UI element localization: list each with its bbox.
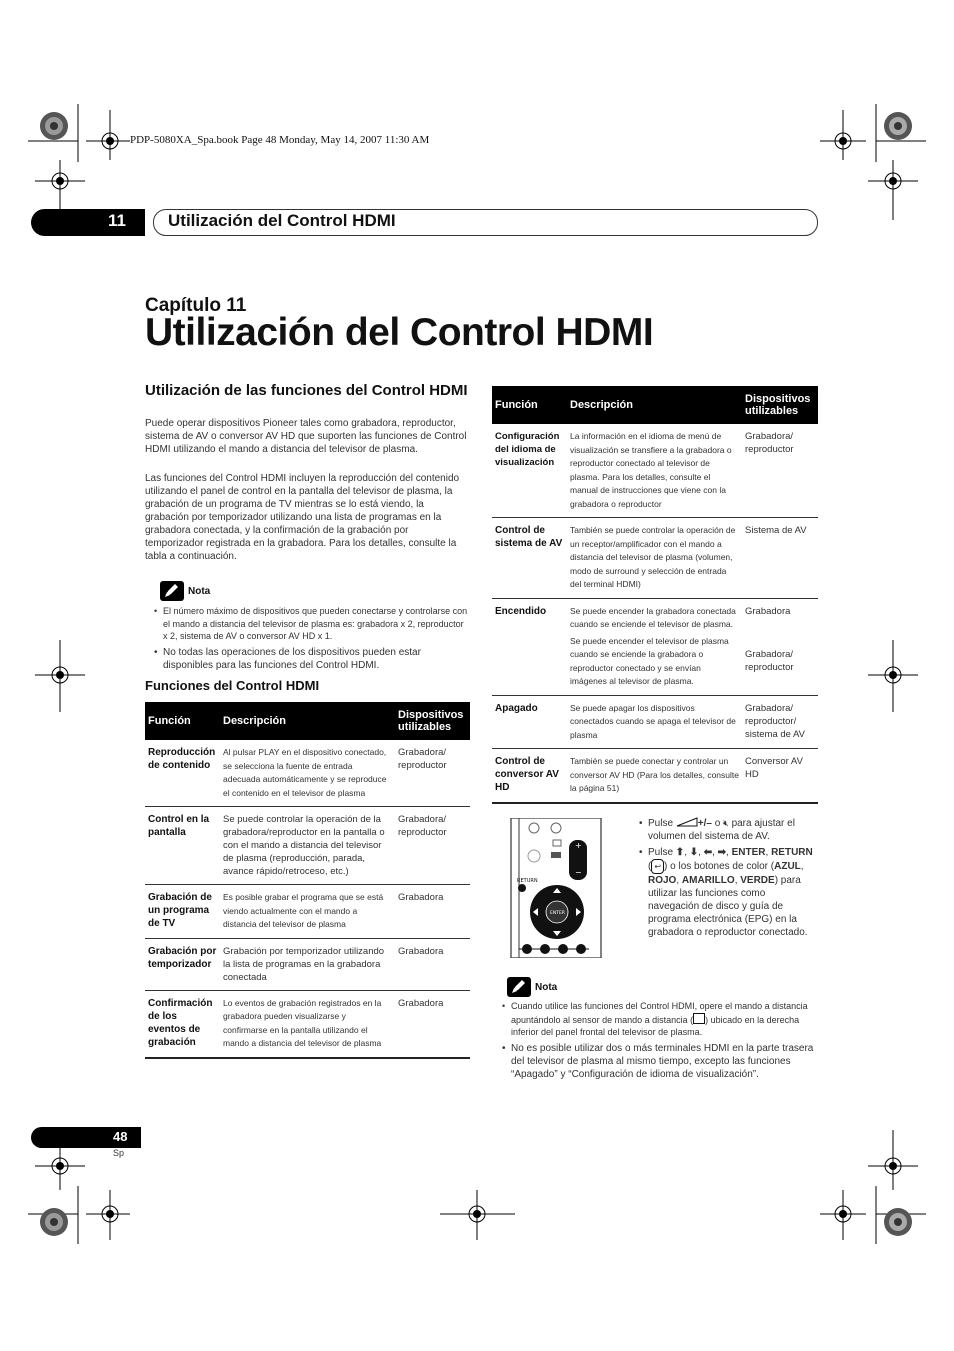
table-row: Control en la pantalla Se puede controlar la operación de la grabadora/reproductor en la pantalla o con el mando a distancia del televisor de plasma (reproducción, parada, avance rápido/retroceso, etc.) Grabadora/ reproductor xyxy=(145,807,470,885)
table-row: Configuración del idioma de visualización La información en el idioma de menú de visualización se transfiere a la grabadora o reproductor conectado al televisor de plasma. Para los detalles, consulte el manual de instrucciones que viene con la grabadora o reproductor Grabadora/ reproductor xyxy=(492,424,818,518)
note-icon xyxy=(160,581,184,601)
table-row: Confirmación de los eventos de grabación Lo eventos de grabación registrados en la grabadora pueden visualizarse y confirmarse en la pantalla utilizando el mando a distancia del televisor de plasma Grabadora xyxy=(145,990,470,1058)
remote-bullet-volume: • Pulse +/– o 🔇︎ para ajustar el volumen del sistema de AV. xyxy=(639,818,795,842)
remote-enter-label: ENTER xyxy=(550,911,565,916)
page-title: Utilización del Control HDMI xyxy=(145,311,654,354)
table-row: Reproducción de contenido Al pulsar PLAY en el dispositivo conectado, se selecciona la fuente de entrada adecuada automáticamente y se reproduce el contenido en el televisor de plasma Grabadora/ reproductor xyxy=(145,740,470,807)
mute-icon: 🔇︎ xyxy=(723,818,729,828)
header-funcion: Función xyxy=(145,702,220,740)
page-language: Sp xyxy=(113,1148,125,1158)
volume-icon xyxy=(676,817,698,827)
remote-control-illustration xyxy=(509,818,604,958)
note-bullet: • El número máximo de dispositivos que pueden conectarse y controlarse con el mando a distancia del televisor de plasma es: grabadora x 2, reproductor x 2, sistema de AV o conversor AV HD x 1. xyxy=(154,606,468,641)
note-label: Nota xyxy=(535,982,558,993)
remote-bullet-navigation: • Pulse ⬆, ⬇, ⬅, ➡, ENTER, RETURN ( ↩ ) o los botones de color (AZUL, ROJO, AMARILLO, VERDE) para utilizar las funciones como navegación de disco y guía de programa electrónica (EPG) en la grabadora o reproductor conectado. xyxy=(639,847,813,938)
note-bullet: • No es posible utilizar dos o más terminales HDMI en la parte trasera del televisor de plasma al mismo tiempo, excepto las funciones “Apagado” y “Configuración de idioma de visualización”. xyxy=(502,1043,814,1080)
down-arrow-icon: ⬇ xyxy=(689,847,699,858)
functions-table-left xyxy=(145,702,470,1059)
header-descripcion: Descripción xyxy=(220,702,395,740)
return-icon: ↩ xyxy=(651,859,664,874)
intro-paragraph: Puede operar dispositivos Pioneer tales como grabadora, reproductor, sistema de AV o conversor AV HD que suporten las funciones de Control HDMI utilizando el mando a distancia del televisor de plasma. xyxy=(145,418,467,455)
note-icon xyxy=(507,977,531,997)
header-dispositivos: Dispositivos utilizables xyxy=(395,702,470,740)
note-label: Nota xyxy=(188,586,211,597)
svg-text:−: − xyxy=(575,868,582,877)
chapter-tab xyxy=(31,209,145,236)
header-dispositivos: Dispositivos utilizables xyxy=(742,386,818,424)
chapter-number: 11 xyxy=(108,211,126,230)
note-bullet: • Cuando utilice las funciones del Control HDMI, opere el mando a distancia apuntándolo al sensor de mando a distancia ( ) ubicado en la derecha inferior del panel frontal del televisor de plasma. xyxy=(502,1001,808,1037)
table-row: Encendido Se puede encender la grabadora conectada cuando se enciende el televisor de plasma. Se puede encender el televisor de plasma cuando se enciende la grabadora o reproductor conectado y se envían imágenes al televisor de plasma. Grabadora Grabadora/ reproductor xyxy=(492,598,818,695)
remote-sensor-icon xyxy=(693,1013,705,1024)
table-row: Grabación de un programa de TV Es posible grabar el programa que se está viendo actualmente con el mando a distancia del televisor de plasma Grabadora xyxy=(145,885,470,939)
running-title: Utilización del Control HDMI xyxy=(168,211,396,230)
section-title: Utilización de las funciones del Control HDMI xyxy=(145,382,468,399)
table-row: Control de sistema de AV También se puede controlar la operación de un receptor/amplificador con el mando a distancia del televisor de plasma (volumen, modo de surround y selección de entrada del terminal HDMI) Sistema de AV xyxy=(492,518,818,599)
header-descripcion: Descripción xyxy=(567,386,742,424)
remote-return-label: RETURN xyxy=(517,878,538,884)
svg-text:+: + xyxy=(575,841,582,850)
functions-paragraph: Las funciones del Control HDMI incluyen la reproducción del contenido utilizando el panel de control en la pantalla del televisor de plasma, la grabación de un programa de TV mientras se lo está viendo, la grabación por temporizador utilizando una lista de programas en la grabadora conectada, y la confirmación de la grabación por temporizador registrada en la grabadora. Para los detalles, consulte la tabla a continuación. xyxy=(145,473,460,562)
table-row: Apagado Se puede apagar los dispositivos conectados cuando se apaga el televisor de plasma Grabadora/ reproductor/ sistema de AV xyxy=(492,695,818,749)
functions-title: Funciones del Control HDMI xyxy=(145,678,320,693)
header-funcion: Función xyxy=(492,386,567,424)
page-number: 48 xyxy=(113,1129,128,1144)
note-bullet: • No todas las operaciones de los dispositivos pueden estar disponibles para las funciones del Control HDMI. xyxy=(154,647,421,671)
functions-table-right xyxy=(492,386,818,804)
up-arrow-icon: ⬆ xyxy=(675,847,685,858)
left-arrow-icon: ⬅ xyxy=(703,847,713,858)
chapter-label: Capítulo 11 xyxy=(145,295,247,316)
table-row: Grabación por temporizador Grabación por temporizador utilizando la lista de programas en la grabadora conectada Grabadora xyxy=(145,938,470,990)
table-row: Control de conversor AV HD También se puede conectar y controlar un conversor AV HD (Para los detalles, consulte la página 51) Conversor AV HD xyxy=(492,749,818,803)
right-arrow-icon: ➡ xyxy=(717,847,727,858)
book-header: PDP-5080XA_Spa.book Page 48 Monday, May 14, 2007 11:30 AM xyxy=(130,134,430,146)
